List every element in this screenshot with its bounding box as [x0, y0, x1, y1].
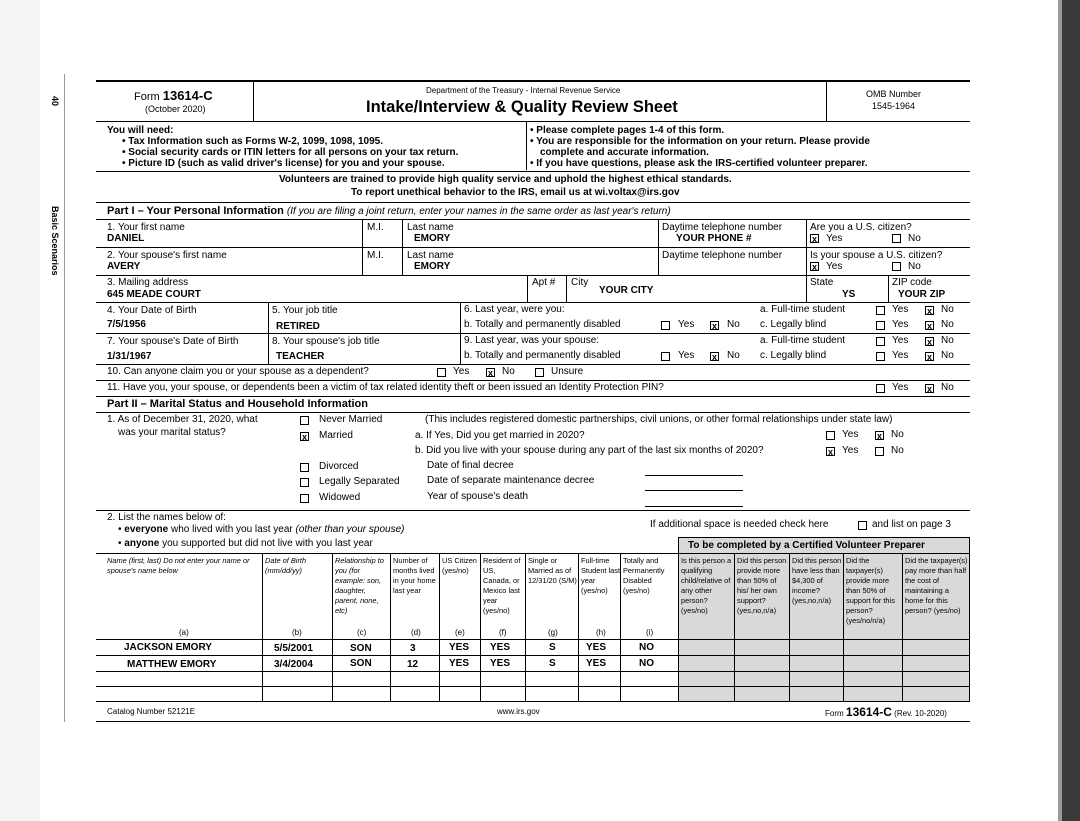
address-label: 3. Mailing address	[107, 277, 189, 288]
lived-yes-checkbox[interactable]: x	[827, 447, 833, 457]
dependent-months[interactable]: 3	[410, 643, 416, 654]
spouse-death-label: Year of spouse's death	[427, 491, 529, 502]
part1-title: Part I – Your Personal Information (If you are filing a joint return, enter your names in the same order as last year's return)	[107, 205, 671, 217]
spouse-citizen-yes-checkbox[interactable]: x	[811, 262, 817, 272]
additional-space-label: If additional space is needed check here	[650, 519, 829, 530]
spouse-fulltime-no-checkbox[interactable]: x	[926, 337, 932, 347]
yes-label: Yes	[892, 319, 909, 330]
married-2020-yes-checkbox[interactable]	[826, 431, 835, 440]
spouse-blind-no-checkbox[interactable]: x	[926, 352, 932, 362]
yes-label: Yes	[826, 261, 843, 272]
sidebar-divider	[64, 74, 65, 722]
includes-note: (This includes registered domestic partnerships, civil unions, or other formal relationships under state law)	[425, 414, 893, 425]
spouse-fulltime-yes-checkbox[interactable]	[876, 337, 885, 346]
ethics-line: Volunteers are trained to provide high quality service and uphold the highest ethical standards.	[279, 174, 732, 185]
spouse-fulltime-label: a. Full-time student	[760, 335, 846, 346]
dependent-married[interactable]: S	[549, 658, 556, 669]
city-label: City	[571, 277, 589, 288]
page-number: 40	[50, 96, 60, 107]
spouse-job-field[interactable]: TEACHER	[276, 351, 325, 362]
additional-space-checkbox[interactable]	[858, 521, 867, 530]
household-anyone: • anyone you supported but did not live with you last year	[118, 538, 373, 549]
no-label: No	[941, 382, 954, 393]
separated-label: Legally Separated	[319, 476, 400, 487]
divorced-label: Divorced	[319, 461, 359, 472]
yes-label: Yes	[678, 319, 695, 330]
cvp-heading: To be completed by a Certified Volunteer Preparer	[688, 540, 925, 551]
col-name-header: Name (first, last) Do not enter your name or spouse's name below	[107, 556, 250, 575]
list-page-label: and list on page 3	[872, 519, 951, 530]
final-decree-field[interactable]	[645, 475, 743, 476]
widowed-checkbox[interactable]	[300, 494, 309, 503]
col-relationship-header: Relationship to you (for example: son, daughter, parent, none, etc)	[335, 556, 384, 615]
spouse-first-label: 2. Your spouse's first name	[107, 250, 227, 261]
left-margin	[0, 0, 40, 821]
no-label: No	[502, 366, 515, 377]
dependent-dob[interactable]: 5/5/2001	[274, 643, 313, 654]
dependent-relationship[interactable]: SON	[350, 658, 372, 669]
dob-label: 4. Your Date of Birth	[107, 305, 197, 316]
last-name-label: Last name	[407, 222, 454, 233]
col-resident-header: Resident of US, Canada, or Mexico last year (yes/no)	[483, 556, 521, 615]
dependent-dob[interactable]: 3/4/2004	[274, 659, 313, 670]
married-checkbox[interactable]: x	[301, 432, 307, 442]
dependent-yes-checkbox[interactable]	[437, 368, 446, 377]
col-letter: (f)	[499, 628, 507, 637]
dependent-student[interactable]: YES	[586, 642, 607, 653]
job-label: 5. Your job title	[272, 305, 338, 316]
citizen-no-checkbox[interactable]	[892, 234, 901, 243]
never-married-checkbox[interactable]	[300, 416, 309, 425]
zip-field[interactable]: YOUR ZIP	[898, 289, 946, 300]
last-name-field[interactable]: EMORY	[414, 233, 451, 244]
state-label: State	[810, 277, 834, 288]
spouse-job-label: 8. Your spouse's job title	[272, 336, 380, 347]
col-dob-header: Date of Birth (mm/dd/yy)	[265, 556, 307, 575]
identity-yes-checkbox[interactable]	[876, 384, 885, 393]
no-label: No	[941, 319, 954, 330]
yes-label: Yes	[842, 445, 859, 456]
omb-label: OMB Number	[866, 89, 922, 99]
spouse-first-field[interactable]: AVERY	[107, 261, 141, 272]
form-label: Form 13614-C	[134, 88, 213, 103]
instruction: • You are responsible for the information on your return. Please provide	[530, 136, 870, 147]
sep-decree-label: Date of separate maintenance decree	[427, 475, 595, 486]
yes-label: Yes	[842, 429, 859, 440]
yes-label: Yes	[892, 304, 909, 315]
col-letter: (a)	[179, 628, 189, 637]
marital-question: 1. As of December 31, 2020, what	[107, 414, 258, 425]
phone-label: Daytime telephone number	[662, 222, 783, 233]
disabled-no-checkbox[interactable]: x	[711, 321, 717, 331]
col-support-header: Did this person provide more than 50% of his/ her own support? (yes,no,n/a)	[737, 556, 787, 615]
address-field[interactable]: 645 MEADE COURT	[107, 289, 201, 300]
blind-no-checkbox[interactable]: x	[926, 321, 932, 331]
catalog-number: Catalog Number 52121E	[107, 707, 196, 716]
disabled-yes-checkbox[interactable]	[661, 321, 670, 330]
col-months-header: Number of months lived in your home last year	[393, 556, 436, 595]
spouse-dob-field[interactable]: 1/31/1967	[107, 351, 152, 362]
phone-field[interactable]: YOUR PHONE #	[676, 233, 752, 244]
yes-label: Yes	[678, 350, 695, 361]
blind-yes-checkbox[interactable]	[876, 321, 885, 330]
need-item: • Tax Information such as Forms W-2, 1099, 1098, 1095.	[122, 136, 383, 147]
spouse-last-label: Last name	[407, 250, 454, 261]
dependent-married[interactable]: S	[549, 642, 556, 653]
dependent-name[interactable]: JACKSON EMORY	[124, 642, 212, 653]
disabled-label: b. Totally and permanently disabled	[464, 319, 621, 330]
dependent-student[interactable]: YES	[586, 658, 607, 669]
yes-label: Yes	[453, 366, 470, 377]
fulltime-label: a. Full-time student	[760, 304, 846, 315]
spouse-phone-label: Daytime telephone number	[662, 250, 783, 261]
need-item: • Picture ID (such as valid driver's license) for you and your spouse.	[122, 158, 445, 169]
need-heading: You will need:	[107, 125, 174, 136]
instruction: complete and accurate information.	[540, 147, 709, 158]
col-letter: (b)	[292, 628, 302, 637]
no-label: No	[891, 445, 904, 456]
page-title: Intake/Interview & Quality Review Sheet	[366, 98, 678, 116]
dependent-name[interactable]: MATTHEW EMORY	[127, 659, 217, 670]
col-letter: (i)	[646, 628, 654, 637]
mi-label: M.I.	[367, 250, 384, 261]
col-letter: (c)	[357, 628, 367, 637]
spouse-citizen-no-checkbox[interactable]	[892, 262, 901, 271]
ethics-line: To report unethical behavior to the IRS, email us at wi.voltax@irs.gov	[351, 187, 680, 198]
part2-title: Part II – Marital Status and Household Information	[107, 398, 368, 410]
final-decree-label: Date of final decree	[427, 460, 514, 471]
household-everyone: • everyone who lived with you last year (other than your spouse)	[118, 524, 405, 535]
separated-checkbox[interactable]	[300, 478, 309, 487]
identity-theft-question: 11. Have you, your spouse, or dependents been a victim of tax related identity theft or been issued an Identity Protection PIN?	[107, 382, 664, 393]
spouse-disabled-no-checkbox[interactable]: x	[711, 352, 717, 362]
dependent-unsure-checkbox[interactable]	[535, 368, 544, 377]
need-item: • Social security cards or ITIN letters for all persons on your tax return.	[122, 147, 459, 158]
married-2020-question: a. If Yes, Did you get married in 2020?	[415, 430, 585, 441]
col-student-header: Full-time Student last year (yes/no)	[581, 556, 621, 595]
identity-no-checkbox[interactable]: x	[926, 384, 932, 394]
col-letter: (g)	[548, 628, 558, 637]
col-taxpayer-support-header: Did the taxpayer(s) provide more than 50% of support for this person? (yes/no/n/a)	[846, 556, 895, 625]
married-label: Married	[319, 430, 353, 441]
zip-label: ZIP code	[892, 277, 932, 288]
no-label: No	[941, 304, 954, 315]
dependent-relationship[interactable]: SON	[350, 643, 372, 654]
never-married-label: Never Married	[319, 414, 383, 425]
no-label: No	[727, 350, 740, 361]
section-label: Basic Scenarios	[50, 206, 60, 276]
no-label: No	[727, 319, 740, 330]
widowed-label: Widowed	[319, 492, 361, 503]
spouse-dob-label: 7. Your spouse's Date of Birth	[107, 336, 239, 347]
instruction: • Please complete pages 1-4 of this form.	[530, 125, 725, 136]
instruction: • If you have questions, please ask the IRS-certified volunteer preparer.	[530, 158, 868, 169]
sep-decree-field[interactable]	[645, 490, 743, 491]
dependent-no-checkbox[interactable]: x	[487, 368, 493, 378]
dependent-citizen[interactable]: YES	[449, 658, 470, 669]
city-field[interactable]: YOUR CITY	[599, 285, 654, 296]
fulltime-no-checkbox[interactable]: x	[926, 306, 932, 316]
col-qualifying-header: Is this person a qualifying child/relative of any other person? (yes/no)	[681, 556, 732, 615]
col-citizen-header: US Citizen (yes/no)	[442, 556, 477, 575]
omb-number: 1545-1964	[872, 101, 916, 111]
yes-label: Yes	[892, 382, 909, 393]
dependent-months[interactable]: 12	[407, 659, 419, 670]
col-letter: (h)	[596, 628, 606, 637]
col-home-cost-header: Did the taxpayer(s) pay more than half the cost of maintaining a home for this person? (yes/no)	[905, 556, 968, 615]
dob-field[interactable]: 7/5/1956	[107, 319, 146, 330]
dependent-disabled[interactable]: NO	[639, 642, 654, 653]
spouse-death-field[interactable]	[645, 506, 743, 507]
first-name-field[interactable]: DANIEL	[107, 233, 145, 244]
viewer-background	[1062, 0, 1080, 821]
state-field[interactable]: YS	[842, 289, 856, 300]
citizen-yes-checkbox[interactable]: x	[811, 234, 817, 244]
col-letter: (e)	[455, 628, 465, 637]
spouse-blind-yes-checkbox[interactable]	[876, 352, 885, 361]
col-income-header: Did this person have less than $4,300 of income? (yes,no,n/a)	[792, 556, 842, 605]
citizen-label: Are you a U.S. citizen?	[810, 222, 912, 233]
mi-label: M.I.	[367, 222, 384, 233]
first-name-label: 1. Your first name	[107, 222, 185, 233]
footer-form: Form 13614-C (Rev. 10-2020)	[825, 705, 947, 719]
last-year-label: 6. Last year, were you:	[464, 304, 565, 315]
blind-label: c. Legally blind	[760, 319, 827, 330]
form-date: (October 2020)	[145, 104, 206, 114]
yes-label: Yes	[826, 233, 843, 244]
no-label: No	[941, 335, 954, 346]
spouse-citizen-label: Is your spouse a U.S. citizen?	[810, 250, 943, 261]
yes-label: Yes	[892, 350, 909, 361]
job-field[interactable]: RETIRED	[276, 321, 320, 332]
agency: Department of the Treasury - Internal Revenue Service	[426, 86, 621, 95]
no-label: No	[941, 350, 954, 361]
dependent-resident[interactable]: YES	[490, 642, 511, 653]
marital-question-cont: was your marital status?	[118, 427, 226, 438]
col-letter: (d)	[411, 628, 421, 637]
yes-label: Yes	[892, 335, 909, 346]
unsure-label: Unsure	[551, 366, 584, 377]
divorced-checkbox[interactable]	[300, 463, 309, 472]
spouse-disabled-yes-checkbox[interactable]	[661, 352, 670, 361]
lived-no-checkbox[interactable]	[875, 447, 884, 456]
spouse-blind-label: c. Legally blind	[760, 350, 827, 361]
household-question: 2. List the names below of:	[107, 512, 226, 523]
col-disabled-header: Totally and Permanently Disabled (yes/no)	[623, 556, 665, 595]
dependent-resident[interactable]: YES	[490, 658, 511, 669]
fulltime-yes-checkbox[interactable]	[876, 306, 885, 315]
no-label: No	[891, 429, 904, 440]
spouse-last-field[interactable]: EMORY	[414, 261, 451, 272]
spouse-last-year-label: 9. Last year, was your spouse:	[464, 335, 600, 346]
dependent-question: 10. Can anyone claim you or your spouse as a dependent?	[107, 366, 369, 377]
irs-website[interactable]: www.irs.gov	[497, 707, 540, 716]
dependent-citizen[interactable]: YES	[449, 642, 470, 653]
apt-label: Apt #	[532, 277, 556, 288]
married-2020-no-checkbox[interactable]: x	[876, 431, 882, 441]
dependent-disabled[interactable]: NO	[639, 658, 654, 669]
spouse-disabled-label: b. Totally and permanently disabled	[464, 350, 621, 361]
col-married-header: Single or Married as of 12/31/20 (S/M)	[528, 556, 577, 585]
no-label: No	[908, 261, 921, 272]
top-rule	[96, 80, 970, 82]
lived-with-spouse-question: b. Did you live with your spouse during any part of the last six months of 2020?	[415, 445, 764, 456]
no-label: No	[908, 233, 921, 244]
